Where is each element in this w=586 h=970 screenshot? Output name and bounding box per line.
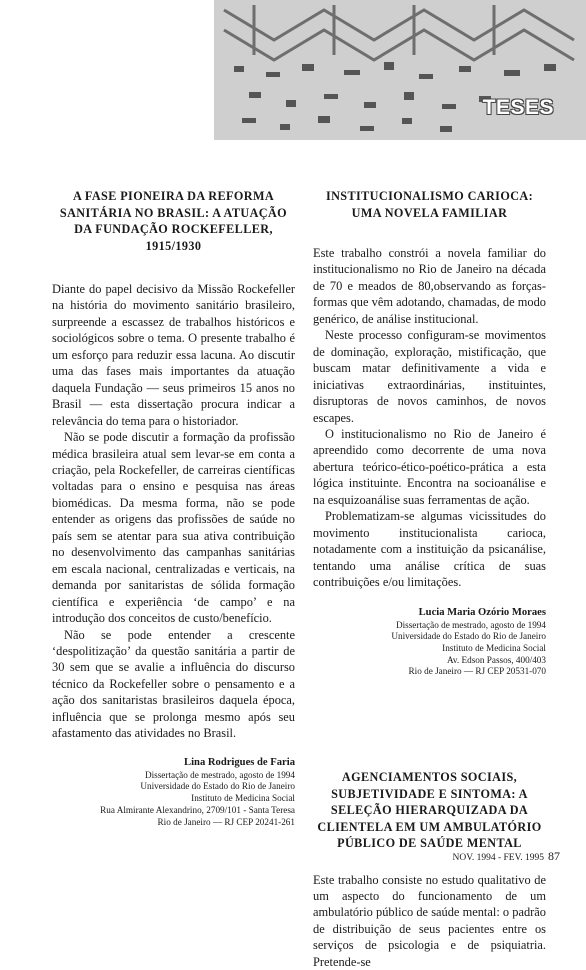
section-title-teses: TESES [482, 96, 554, 119]
author-line: Dissertação de mestrado, agosto de 1994 [395, 619, 546, 630]
paragraph: Não se pode discutir a formação da profissão médica brasileira atual sem levar-se em conta a criação, pela Rockefeller, de carreiras científicas voltadas para o ensino e pesquisa nas áreas biomédicas. Da mesma forma, não se pode entender as origens das profissões de saúde no país sem se atentar para sua ativa contribuição no desenvolvimento das campanhas sanitárias em escala nacional, centralizadas e verticais, na demanda por sanitaristas de sólida formação científica e experiência ‘de campo’ e na introdução dos conceitos de custo/benefício. [52, 430, 295, 626]
author-line: Instituto de Medicina Social [191, 793, 295, 804]
author-line: Instituto de Medicina Social [442, 642, 546, 653]
paragraph: Não se pode entender a crescente ‘despolitização’ da questão sanitária a partir de 30 sem que se avalie a influência do discurso técnico da Rockefeller sobre o pensamento e a ação dos sanitaristas brasileiros daquela época, influência que se prolonga mesmo após seu afastamento das atividades no Brasil. [52, 627, 295, 741]
paragraph: Problematizam-se algumas vicissitudes do movimento institucionalista carioca, notadamente com a instituição da psicanálise, tentando uma análise crítica de suas contribuições e/ou limitações. [313, 509, 546, 590]
article-title-left: A FASE PIONEIRA DA REFORMA SANITÁRIA NO BRASIL: A ATUAÇÃO DA FUNDAÇÃO ROCKEFELLER, 1915/1930 [59, 189, 288, 253]
page-number: 87 [548, 849, 560, 863]
author-line: Rio de Janeiro — RJ CEP 20531-070 [408, 666, 546, 677]
author-line: Av. Edson Passos, 400/403 [446, 654, 546, 665]
author-block-right [313, 606, 546, 679]
article-title-right-second: AGENCIAMENTOS SOCIAIS, SUBJETIVIDADE E SINTOMA: A SELEÇÃO HIERARQUIZADA DA CLIENTELA EM UM AMBULATÓRIO PÚBLICO DE SAÚDE MENTAL [317, 770, 542, 851]
issue-date: NOV. 1994 - FEV. 1995 [452, 853, 544, 863]
author-line: Universidade do Estado do Rio de Janeiro [140, 781, 295, 792]
paragraph: Este trabalho constrói a novela familiar do institucionalismo no Rio de Janeiro na década de 70 e meados de 80,observando as forças-formas que vêm adotando, chamadas, de modo genérico, de análise institucional. [313, 246, 546, 326]
paragraph: Diante do papel decisivo da Missão Rockefeller na história do movimento sanitário brasileiro, surpreende a escassez de trabalhos históricos e sociológicos sobre o tema. O presente trabalho é um esforço para reduzir essa lacuna. Ao discutir uma das fases mais importantes da atuação daquela Fundação — seus primeiros 15 anos no Brasil — esta dissertação procura indicar a relevância do tema para o historiador. [52, 282, 295, 428]
header-banner [214, 0, 586, 140]
author-name: Lina Rodrigues de Faria [184, 756, 295, 768]
paragraph: Este trabalho consiste no estudo qualitativo de um aspecto do funcionamento de um ambulatório público de saúde mental: o padrão de distribuição de seus pacientes entre os serviços de psicologia e de psiquiatria. Pretende-se [313, 872, 546, 969]
paragraph: Neste processo configuram-se movimentos de dominação, exploração, mistificação, que buscam matar definitivamente a vida e iniciativas extraordinárias, instituintes, disruptoras de novos caminhos, de novos escapes. [313, 328, 546, 425]
author-block-left [52, 756, 295, 829]
author-name: Lucia Maria Ozório Moraes [418, 606, 546, 618]
author-line: Rio de Janeiro — RJ CEP 20241-261 [157, 816, 295, 827]
author-line: Universidade do Estado do Rio de Janeiro [391, 631, 546, 642]
author-line: Dissertação de mestrado, agosto de 1994 [144, 769, 295, 780]
article-title-right: INSTITUCIONALISMO CARIOCA: UMA NOVELA FAMILIAR [325, 189, 534, 220]
left-column [52, 188, 295, 828]
paragraph: O institucionalismo no Rio de Janeiro é apreendido como decorrente de uma nova abertura teórico-ético-poético-prática a esta lógica instituinte. Encontra na socioanálise e na esquizoanálise suas ferramentas de ação. [313, 426, 546, 507]
author-line: Rua Almirante Alexandrino, 2709/101 - Santa Teresa [100, 804, 295, 815]
page-footer [453, 849, 561, 864]
